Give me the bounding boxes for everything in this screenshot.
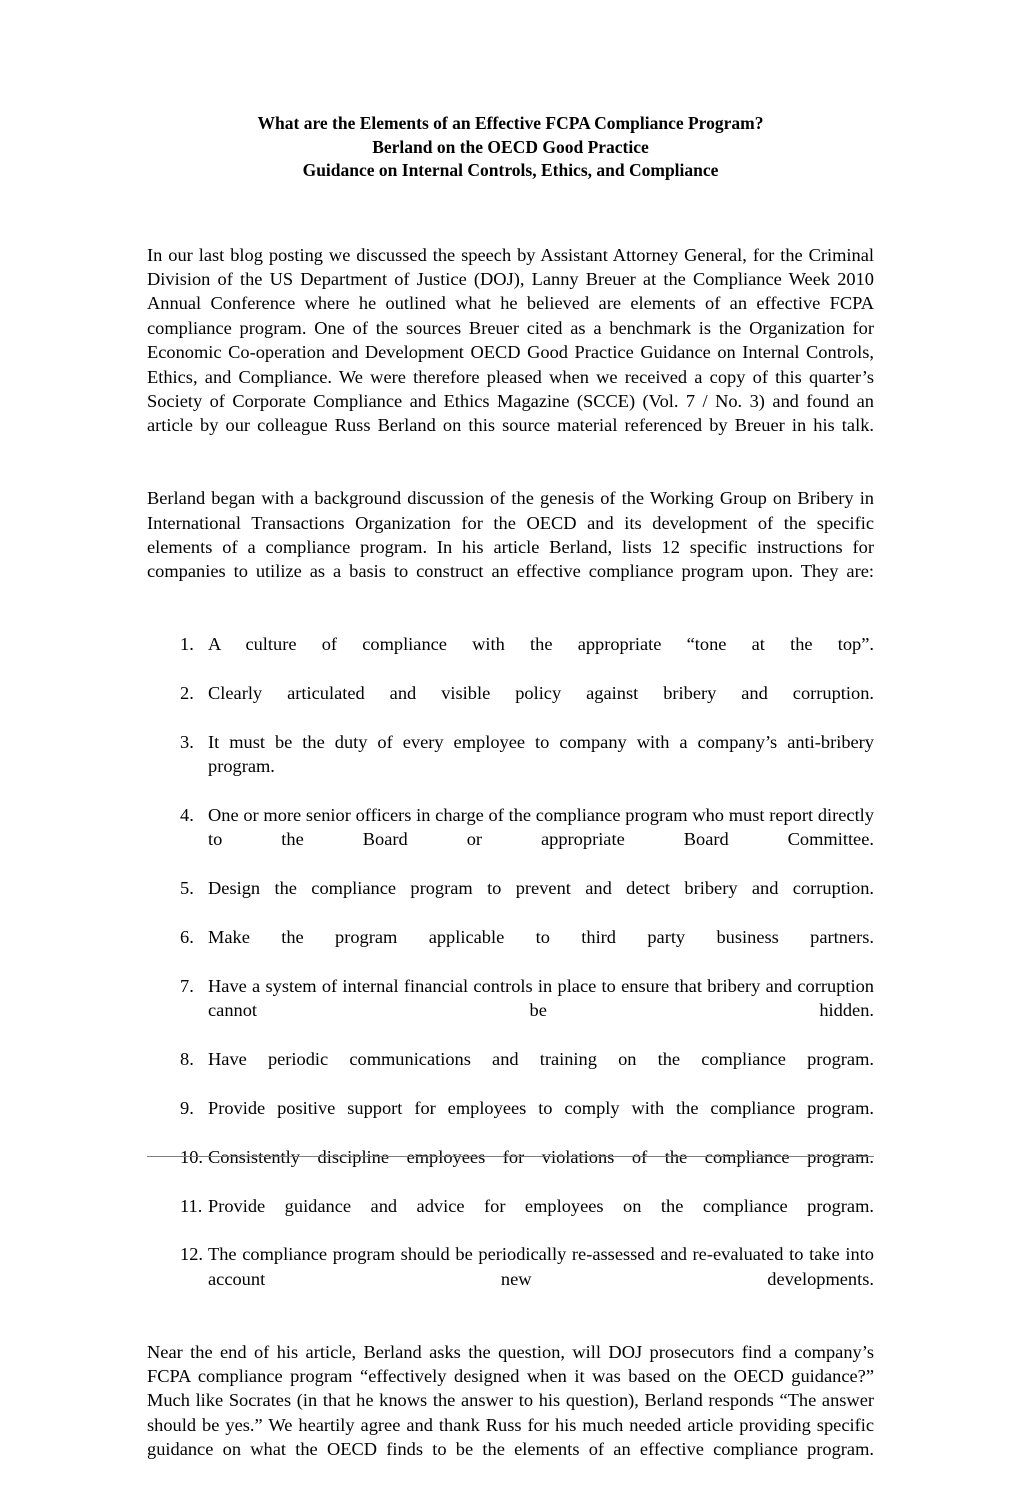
list-item xyxy=(147,876,874,925)
list-item-number: 8. xyxy=(180,1049,194,1070)
list-item-text: Consistently discipline employees for violations of the compliance program. xyxy=(208,1146,874,1167)
list-item-number: 12. xyxy=(180,1244,203,1265)
paragraph-intro: In our last blog posting we discussed the speech by Assistant Attorney General, for the Criminal Division of the US Department of Justice (DOJ), Lanny Breuer at the Compliance Week 2010 Annual Conference where he outlined what he believed are elements of an effective FCPA compliance program. One of the sources Breuer cited as a benchmark is the Organization for Economic Co-operation and Development OECD Good Practice Guidance on Internal Controls, Ethics, and Compliance. We were therefore pleased when we received a copy of this quarter’s Society of Corporate Compliance and Ethics Magazine (SCCE) (Vol. 7 / No. 3) and found an article by our colleague Russ Berland on this source material referenced by Breuer in his talk. xyxy=(147,244,874,436)
list-item-number: 2. xyxy=(180,683,194,703)
list-item-text: Provide guidance and advice for employees on the compliance program. xyxy=(208,1195,874,1216)
list-item xyxy=(147,1047,874,1096)
list-item-number: 3. xyxy=(180,731,194,752)
list-item xyxy=(147,1145,874,1194)
list-item xyxy=(147,681,874,730)
document-content xyxy=(147,112,874,1486)
title-line-3: Guidance on Internal Controls, Ethics, and Compliance xyxy=(302,160,719,180)
list-item xyxy=(147,1194,874,1243)
list-item-number: 1. xyxy=(180,634,194,655)
page-title xyxy=(147,112,874,183)
list-item-number: 5. xyxy=(180,878,194,899)
footer-divider xyxy=(147,1156,874,1157)
list-item-number: 7. xyxy=(180,975,194,996)
list-item-text: Clearly articulated and visible policy against bribery and corruption. xyxy=(208,683,874,703)
list-item xyxy=(147,1242,874,1315)
list-item xyxy=(147,925,874,974)
spacer-3 xyxy=(147,1316,874,1340)
list-item-text: Have a system of internal financial controls in place to ensure that bribery and corruption cannot be hidden. xyxy=(208,975,874,1021)
paragraph-background: Berland began with a background discussion of the genesis of the Working Group on Bribery in International Transactions Organization for the OECD and its development of the specific elements of a compliance program. In his article Berland, lists 12 specific instructions for companies to utilize as a basis to construct an effective compliance program upon. They are: xyxy=(147,488,874,582)
list-item xyxy=(147,803,874,876)
list-item-text: Design the compliance program to prevent and detect bribery and corruption. xyxy=(208,878,874,899)
list-item xyxy=(147,730,874,803)
list-item-text: A culture of compliance with the appropriate “tone at the top”. xyxy=(208,634,874,655)
compliance-elements-list xyxy=(147,632,874,1315)
list-item-text: Have periodic communications and training on the compliance program. xyxy=(208,1049,874,1070)
list-item-number: 11. xyxy=(180,1195,203,1216)
list-item xyxy=(147,1096,874,1145)
title-line-1: What are the Elements of an Effective FCPA Compliance Program? xyxy=(257,113,764,133)
list-item-number: 10. xyxy=(180,1146,203,1167)
list-item-text: The compliance program should be periodically re-assessed and re-evaluated to take into account new developments. xyxy=(208,1244,874,1289)
list-item-text: One or more senior officers in charge of the compliance program who must report directly to the Board or appropriate Board Committee. xyxy=(208,805,874,850)
spacer-2 xyxy=(147,608,874,632)
spacer-after-title xyxy=(147,183,874,243)
spacer-1 xyxy=(147,462,874,486)
list-item-text: Provide positive support for employees to comply with the compliance program. xyxy=(208,1097,874,1118)
footer-divider-wrap xyxy=(147,1156,874,1157)
list-item-text: Make the program applicable to third party business partners. xyxy=(208,927,874,948)
list-item-number: 6. xyxy=(180,927,194,948)
list-item-number: 9. xyxy=(180,1097,194,1118)
list-item-text: It must be the duty of every employee to company with a company’s anti-bribery program. xyxy=(208,731,874,777)
list-item-number: 4. xyxy=(180,805,194,826)
title-line-2: Berland on the OECD Good Practice xyxy=(372,136,649,157)
list-item xyxy=(147,974,874,1047)
paragraph-conclusion: Near the end of his article, Berland asks the question, will DOJ prosecutors find a company’s FCPA compliance program “effectively designed when it was based on the OECD guidance?” Much like Socrates (in that he knows the answer to his question), Berland responds “The answer should be yes.” We heartily agree and thank Russ for his much needed article providing specific guidance on what the OECD finds to be the elements of an effective compliance program. xyxy=(147,1341,874,1460)
list-item xyxy=(147,632,874,681)
